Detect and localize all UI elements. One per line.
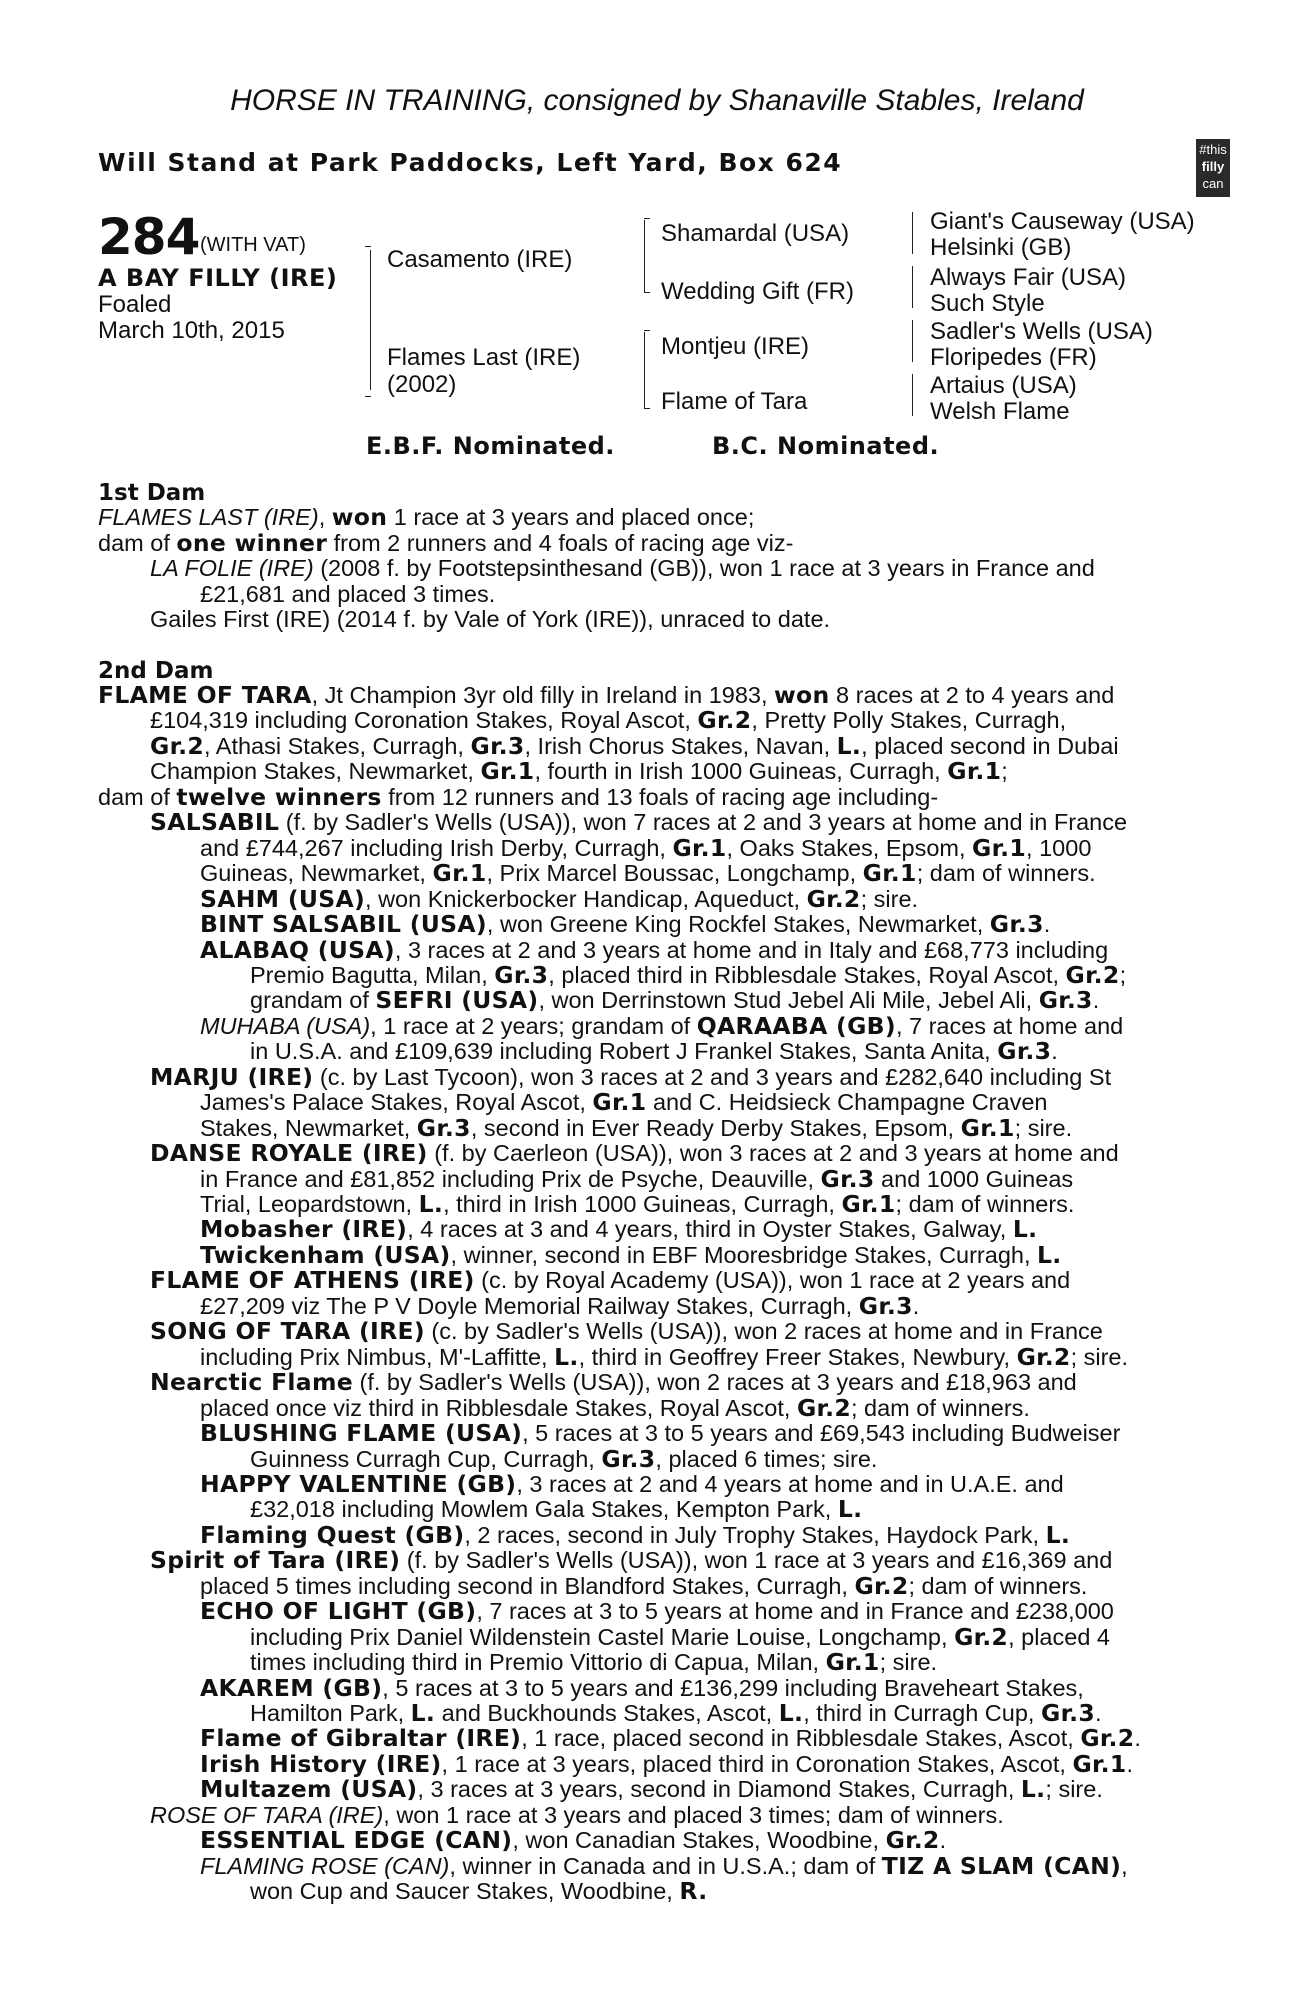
bold-text: Gr.3 [1038, 986, 1093, 1015]
text-run: , [318, 504, 332, 530]
text-run: . [1095, 1700, 1102, 1726]
text-run: , Pretty Polly Stakes, Curragh, [751, 707, 1067, 734]
text-line [200, 911, 1050, 937]
bold-text: L. [778, 1699, 804, 1727]
sire: Casamento (IRE) [387, 246, 573, 273]
text-line [200, 1293, 919, 1319]
text-line [150, 1802, 1004, 1828]
text-line [250, 1624, 1110, 1650]
text-run: . [1043, 911, 1051, 938]
text-run: , won 1 race at 3 years and placed 3 times; dam of winners. [383, 1801, 1004, 1828]
text-line [250, 1446, 877, 1472]
text-line [98, 784, 938, 810]
ebf-nomination: E.B.F. Nominated. [366, 432, 615, 460]
text-run: Hamilton Park, [250, 1700, 411, 1726]
bold-text: L. [418, 1190, 444, 1218]
text-run: , won Greene King Rockfel Stakes, Newmarket, [486, 911, 990, 938]
text-run: , Irish Chorus Stakes, Navan, [524, 732, 837, 759]
text-line [98, 504, 754, 530]
bold-text: Mobasher (IRE) [200, 1215, 408, 1244]
text-line [200, 1853, 1128, 1879]
text-line [200, 1827, 946, 1853]
bold-text: DANSE ROYALE (IRE) [150, 1139, 428, 1168]
bold-text: Gr.3 [858, 1291, 913, 1320]
bold-text: FLAME OF TARA [98, 681, 312, 709]
foaled-label: Foaled [98, 291, 172, 318]
bold-text: won [774, 681, 830, 709]
pedigree-bracket [365, 388, 371, 397]
pedigree-bracket [912, 212, 913, 254]
text-run: , 4 races at 3 and 4 years, third in Oyster Stakes, Galway, [407, 1216, 1013, 1243]
bold-text: won [331, 503, 388, 531]
text-line [200, 860, 1096, 886]
bold-text: Gr.3 [989, 910, 1044, 939]
bold-text: Gr.1 [825, 1648, 880, 1677]
text-line [150, 1318, 1103, 1344]
bold-text: L. [1020, 1775, 1046, 1804]
text-run: £27,209 viz The P V Doyle Memorial Railway Stakes, Curragh, [200, 1292, 859, 1319]
text-line [200, 1115, 1072, 1141]
stand-location: Will Stand at Park Paddocks, Left Yard, Box 624 [98, 148, 843, 177]
bold-text: Gr.1 [1072, 1749, 1127, 1778]
badge-line: #this [1199, 142, 1227, 157]
bold-text: L. [1045, 1520, 1071, 1549]
bold-text: Nearctic Flame [150, 1368, 353, 1397]
italic-text: LA FOLIE (IRE) [150, 555, 314, 581]
text-run: grandam of [250, 987, 376, 1014]
text-run: ; dam of winners. [895, 1191, 1075, 1217]
text-line [150, 809, 1127, 835]
text-run: . [1092, 987, 1100, 1014]
bold-text: FLAME OF ATHENS (IRE) [150, 1266, 475, 1295]
text-line [200, 1471, 1064, 1497]
text-line [200, 835, 1091, 861]
text-run: (c. by Last Tycoon), won 3 races at 2 and 3 years and £282,640 including St [313, 1063, 1112, 1090]
text-run: dam of [98, 529, 177, 556]
text-run: , placed 4 [1008, 1623, 1110, 1650]
text-run: , 1000 [1026, 834, 1092, 861]
italic-text: FLAMES LAST (IRE) [98, 504, 319, 530]
bold-text: Gr.2 [1080, 1724, 1135, 1753]
bold-text: HAPPY VALENTINE (GB) [200, 1469, 517, 1498]
dam-year: (2002) [387, 371, 457, 398]
text-line [200, 581, 495, 607]
text-line [250, 1496, 862, 1522]
text-run: , placed 6 times; sire. [655, 1445, 878, 1472]
text-run: ; dam of winners. [850, 1394, 1030, 1421]
text-run: , placed third in Ribblesdale Stakes, Royal Ascot, [548, 961, 1066, 988]
text-run: Champion Stakes, Newmarket, [150, 758, 481, 785]
pedigree-bracket [644, 218, 650, 219]
bold-text: Gr.2 [796, 1393, 851, 1422]
pedigree-bracket [644, 220, 645, 292]
bold-text: AKAREM (GB) [200, 1673, 383, 1702]
text-run: won Cup and Saucer Stakes, Woodbine, [250, 1878, 680, 1905]
bold-text: R. [679, 1877, 708, 1906]
page-title: HORSE IN TRAINING, consigned by Shanaville Stables, Ireland [230, 84, 1084, 117]
text-run: in U.S.A. and £109,639 including Robert J Frankel Stakes, Santa Anita, [250, 1038, 998, 1065]
bold-text: twelve winners [176, 782, 382, 811]
text-run: ; sire. [860, 885, 919, 912]
text-run: ; sire. [1070, 1343, 1129, 1370]
bold-text: Gr.1 [480, 757, 535, 786]
bold-text: Gr.1 [862, 859, 917, 888]
bc-nomination: B.C. Nominated. [712, 432, 940, 460]
bold-text: TIZ A SLAM (CAN) [881, 1851, 1122, 1880]
text-run: ; dam of winners. [916, 860, 1096, 887]
badge-line: can [1202, 176, 1224, 191]
text-run: , [1121, 1852, 1128, 1879]
text-run: ; dam of winners. [908, 1572, 1088, 1599]
text-line [200, 1089, 1047, 1115]
text-line [200, 1013, 1123, 1039]
grandparent-line: Such Style [930, 290, 1045, 317]
pedigree-bracket [370, 250, 371, 390]
bold-text: Gr.1 [972, 833, 1027, 862]
text-run: Premio Bagutta, Milan, [250, 961, 495, 988]
text-run: , winner, second in EBF Mooresbridge Stakes, Curragh, [450, 1241, 1038, 1268]
text-run: and 1000 Guineas [874, 1165, 1074, 1192]
text-line [150, 555, 1095, 581]
pedigree-bracket [365, 246, 371, 255]
text-run: , 3 races at 3 years, second in Diamond Stakes, Curragh, [417, 1776, 1021, 1803]
text-run: £32,018 including Mowlem Gala Stakes, Kempton Park, [250, 1496, 838, 1523]
text-run: . [1051, 1038, 1058, 1065]
first-dam-heading: 1st Dam [98, 480, 206, 506]
pedigree-bracket [644, 330, 650, 331]
text-line [250, 1038, 1058, 1064]
text-run: , 3 races at 2 and 3 years at home and in Italy and £68,773 including [394, 936, 1109, 963]
pedigree-bracket [912, 320, 913, 362]
text-line [200, 1242, 1062, 1268]
badge-line: filly [1201, 159, 1225, 174]
text-run: ; sire. [1014, 1114, 1073, 1141]
text-run: (f. by Sadler's Wells (USA)), won 2 races at 3 years and £18,963 and [352, 1369, 1077, 1396]
bold-text: SEFRI (USA) [375, 986, 539, 1015]
text-line [150, 1547, 1112, 1573]
bold-text: Gr.3 [997, 1037, 1052, 1066]
text-run: , 1 race, placed second in Ribblesdale Stakes, Ascot, [521, 1725, 1081, 1752]
text-line [150, 733, 1119, 759]
text-line [200, 886, 918, 912]
bold-text: Flame of Gibraltar (IRE) [200, 1724, 522, 1753]
bold-text: L. [554, 1342, 579, 1371]
bold-text: Twickenham (USA) [200, 1240, 451, 1269]
text-line [200, 1420, 1120, 1446]
bold-text: L. [410, 1699, 436, 1727]
text-run: , 3 races at 2 and 4 years at home and in U.A.E. and [516, 1470, 1064, 1497]
bold-text: Gr.1 [841, 1190, 896, 1218]
bold-text: L. [1012, 1215, 1038, 1244]
text-run: Trial, Leopardstown, [200, 1191, 419, 1217]
italic-text: ROSE OF TARA (IRE) [150, 1801, 384, 1828]
text-run: , second in Ever Ready Derby Stakes, Epsom, [470, 1114, 961, 1141]
dam: Flames Last (IRE) [387, 344, 581, 371]
text-run: (f. by Sadler's Wells (USA)), won 7 races at 2 and 3 years at home and in France [279, 809, 1128, 836]
text-run: , placed second in Dubai [861, 732, 1119, 759]
text-run: (c. by Sadler's Wells (USA)), won 2 races at home and in France [424, 1318, 1103, 1345]
lot-number: 284 [98, 208, 200, 266]
text-run: , won Derrinstown Stud Jebel Ali Mile, Jebel Ali, [538, 987, 1039, 1014]
text-run: , 5 races at 3 to 5 years and £136,299 including Braveheart Stakes, [382, 1674, 1084, 1701]
text-run: placed once viz third in Ribblesdale Stakes, Royal Ascot, [200, 1394, 797, 1421]
bold-text: Gr.2 [806, 884, 861, 913]
bold-text: ALABAQ (USA) [200, 935, 395, 964]
italic-text: MUHABA (USA) [200, 1012, 371, 1039]
text-line [250, 1878, 707, 1904]
bold-text: BINT SALSABIL (USA) [200, 910, 487, 939]
text-line [150, 1140, 1119, 1166]
bold-text: QARAABA (GB) [696, 1011, 896, 1040]
text-run: . [912, 1292, 920, 1319]
bold-text: Flaming Quest (GB) [200, 1520, 465, 1549]
text-run: Guinness Curragh Cup, Curragh, [250, 1445, 602, 1472]
text-run: , Athasi Stakes, Curragh, [204, 732, 471, 759]
bold-text: BLUSHING FLAME (USA) [200, 1419, 523, 1448]
text-run: , third in Curragh Cup, [803, 1700, 1041, 1726]
text-line [200, 1216, 1037, 1242]
bold-text: Gr.1 [432, 859, 487, 888]
pedigree-bracket [912, 266, 913, 308]
text-run: £104,319 including Coronation Stakes, Royal Ascot, [150, 707, 698, 734]
text-line [250, 987, 1099, 1013]
text-run: , 7 races at home and [895, 1012, 1124, 1039]
text-run: and Buckhounds Stakes, Ascot, [435, 1700, 779, 1726]
bold-text: Multazem (USA) [200, 1775, 418, 1804]
bold-text: Gr.3 [494, 960, 549, 989]
bold-text: Gr.3 [470, 731, 525, 760]
text-run: 1 race at 3 years and placed once; [387, 504, 755, 530]
text-line [200, 1675, 1084, 1701]
grandparent-line: Welsh Flame [930, 398, 1070, 425]
foaled-date: March 10th, 2015 [98, 317, 285, 344]
text-run: , fourth in Irish 1000 Guineas, Curragh, [534, 758, 948, 785]
text-run: Stakes, Newmarket, [200, 1114, 417, 1141]
text-run: including Prix Daniel Wildenstein Castel Marie Louise, Longchamp, [250, 1623, 955, 1650]
pedigree-bracket [912, 374, 913, 416]
bold-text: Gr.3 [601, 1444, 656, 1473]
text-run: . [1134, 1725, 1141, 1752]
text-line [150, 758, 1008, 784]
text-run: Guineas, Newmarket, [200, 860, 433, 887]
bold-text: L. [836, 731, 862, 760]
bold-text: Irish History (IRE) [200, 1749, 442, 1778]
bold-text: one winner [176, 528, 328, 557]
bold-text: L. [1037, 1240, 1062, 1269]
lot-description: A BAY FILLY (IRE) [98, 264, 338, 292]
text-run: dam of [98, 783, 177, 810]
bold-text: Gr.2 [1065, 960, 1120, 989]
text-line [200, 1166, 1073, 1192]
text-run: (2008 f. by Footstepsinthesand (GB)), won 1 race at 3 years in France and [313, 555, 1095, 581]
text-run: Gailes First (IRE) (2014 f. by Vale of York (IRE)), unraced to date. [150, 606, 831, 632]
text-run: ; [1119, 961, 1127, 988]
bold-text: Gr.3 [820, 1164, 875, 1193]
text-line [200, 1725, 1141, 1751]
text-run: , 1 race at 2 years; grandam of [370, 1012, 697, 1039]
bold-text: Gr.1 [960, 1113, 1015, 1142]
bold-text: Gr.2 [150, 731, 205, 760]
bold-text: Gr.1 [947, 757, 1002, 786]
text-run: placed 5 times including second in Blandford Stakes, Curragh, [200, 1572, 855, 1599]
text-run: , 5 races at 3 to 5 years and £69,543 including Budweiser [522, 1420, 1121, 1447]
bold-text: ESSENTIAL EDGE (CAN) [200, 1826, 513, 1855]
text-run: , 7 races at 3 to 5 years at home and in France and £238,000 [476, 1598, 1114, 1625]
text-line [150, 1267, 1070, 1293]
text-run: 8 races at 2 to 4 years and [829, 682, 1115, 708]
bold-text: SAHM (USA) [200, 884, 366, 913]
text-run: (f. by Sadler's Wells (USA)), won 1 race at 3 years and £16,369 and [400, 1547, 1113, 1574]
sire-dam: Wedding Gift (FR) [661, 278, 854, 305]
text-run: , 1 race at 3 years, placed third in Coronation Stakes, Ascot, [441, 1750, 1073, 1777]
second-dam-heading: 2nd Dam [98, 658, 214, 684]
pedigree-bracket [644, 332, 645, 408]
grandparent-line: Giant's Causeway (USA) [930, 208, 1195, 235]
text-line [150, 707, 1066, 733]
text-line [200, 1395, 1030, 1421]
text-line [200, 1344, 1128, 1370]
bold-text: Gr.3 [1040, 1699, 1095, 1727]
bold-text: Gr.1 [672, 833, 727, 862]
text-run: , 2 races, second in July Trophy Stakes, Haydock Park, [464, 1521, 1046, 1548]
text-run: , won Canadian Stakes, Woodbine, [512, 1827, 886, 1854]
bold-text: ECHO OF LIGHT (GB) [200, 1597, 477, 1626]
bold-text: SALSABIL [150, 808, 280, 837]
bold-text: Gr.2 [885, 1826, 940, 1855]
bold-text: Gr.2 [954, 1622, 1009, 1651]
grandparent-line: Artaius (USA) [930, 372, 1077, 399]
text-run: in France and £81,852 including Prix de Psyche, Deauville, [200, 1165, 821, 1192]
text-line [200, 1522, 1070, 1548]
text-run: and C. Heidsieck Champagne Craven [646, 1089, 1048, 1116]
text-run: , Jt Champion 3yr old filly in Ireland in 1983, [311, 682, 775, 708]
text-run: , Prix Marcel Boussac, Longchamp, [486, 860, 863, 887]
text-line [200, 1598, 1114, 1624]
text-run: . [939, 1827, 947, 1854]
text-run: James's Palace Stakes, Royal Ascot, [200, 1089, 593, 1116]
bold-text: L. [837, 1495, 863, 1524]
text-run: , third in Irish 1000 Guineas, Curragh, [443, 1191, 842, 1217]
dam-dam: Flame of Tara [661, 388, 808, 415]
bold-text: Gr.1 [592, 1088, 647, 1117]
text-run: ; [1001, 758, 1008, 785]
pedigree-bracket [644, 292, 650, 293]
text-run: . [1126, 1750, 1134, 1777]
text-run: £21,681 and placed 3 times. [200, 580, 496, 607]
text-run: from 2 runners and 4 foals of racing age viz- [327, 529, 794, 556]
bold-text: Gr.2 [1016, 1342, 1071, 1371]
text-line [200, 937, 1108, 963]
dam-sire: Montjeu (IRE) [661, 333, 810, 360]
text-line [200, 1573, 1087, 1599]
bold-text: Gr.2 [697, 706, 752, 735]
grandparent-line: Floripedes (FR) [930, 344, 1097, 371]
text-line [200, 1776, 1103, 1802]
text-line [250, 962, 1126, 988]
text-run: ; sire. [879, 1649, 938, 1676]
text-run: times including third in Premio Vittorio di Capua, Milan, [250, 1649, 826, 1676]
grandparent-line: Sadler's Wells (USA) [930, 318, 1153, 345]
bold-text: Spirit of Tara (IRE) [150, 1546, 401, 1575]
text-line [98, 530, 793, 556]
text-run: , won Knickerbocker Handicap, Aqueduct, [365, 885, 807, 912]
bold-text: Gr.2 [854, 1571, 909, 1600]
text-line [250, 1649, 937, 1675]
text-line [250, 1700, 1102, 1726]
sire-sire: Shamardal (USA) [661, 220, 850, 247]
text-run: from 12 runners and 13 foals of racing age including- [381, 783, 939, 810]
text-line [150, 606, 830, 632]
text-run: (f. by Caerleon (USA)), won 3 races at 2 and 3 years at home and [427, 1140, 1119, 1167]
italic-text: FLAMING ROSE (CAN) [200, 1852, 450, 1879]
text-line [150, 1369, 1077, 1395]
text-line [200, 1191, 1074, 1217]
text-line [98, 682, 1114, 708]
text-run: including Prix Nimbus, M'-Laffitte, [200, 1343, 555, 1370]
bold-text: MARJU (IRE) [150, 1062, 314, 1091]
text-run: ; sire. [1045, 1776, 1103, 1803]
text-run: , Oaks Stakes, Epsom, [726, 834, 973, 861]
text-run: (c. by Royal Academy (USA)), won 1 race at 2 years and [474, 1267, 1071, 1294]
text-run: , third in Geoffrey Freer Stakes, Newbury, [578, 1343, 1017, 1370]
text-run: , winner in Canada and in U.S.A.; dam of [449, 1852, 882, 1879]
vat-note: (WITH VAT) [200, 234, 306, 256]
text-line [150, 1064, 1111, 1090]
bold-text: Gr.3 [416, 1113, 471, 1142]
bold-text: SONG OF TARA (IRE) [150, 1317, 425, 1346]
grandparent-line: Helsinki (GB) [930, 234, 1072, 261]
text-run: and £744,267 including Irish Derby, Curragh, [200, 834, 673, 861]
text-line [200, 1751, 1133, 1777]
hashtag-badge [1196, 139, 1230, 197]
grandparent-line: Always Fair (USA) [930, 264, 1127, 291]
pedigree-bracket [644, 408, 650, 409]
